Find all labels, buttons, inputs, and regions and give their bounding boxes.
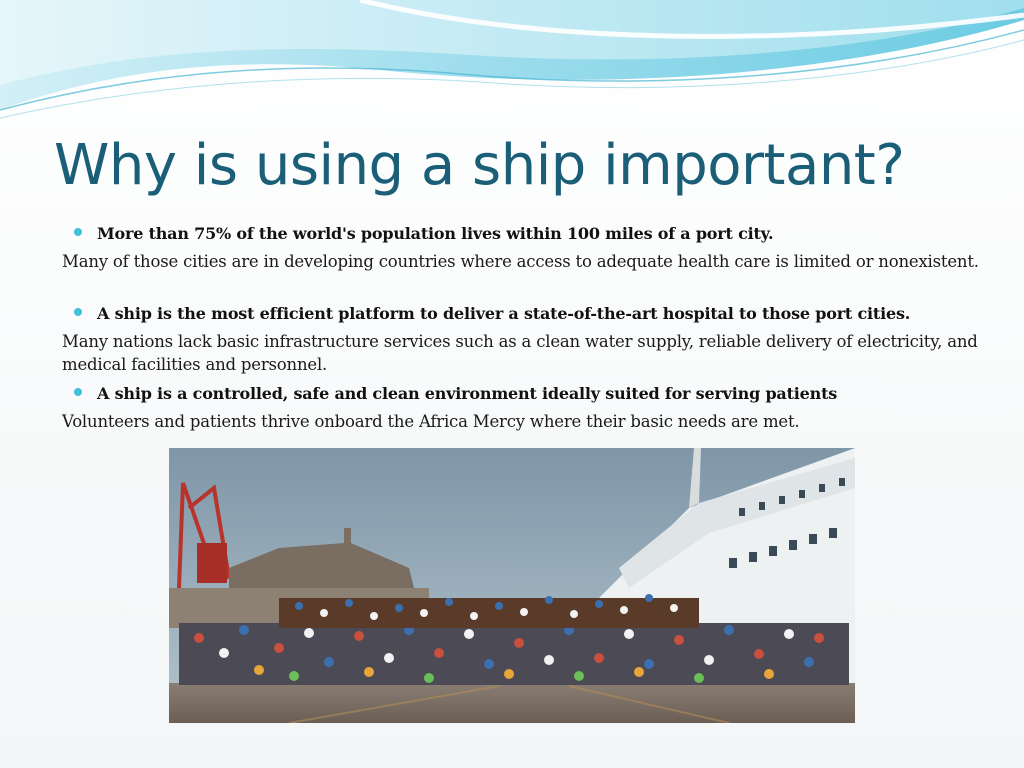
wave-header-decoration [0, 0, 1024, 130]
bullet-point-3 [62, 380, 982, 408]
slide-content [62, 220, 982, 433]
group-photo-image [169, 448, 855, 723]
photo-illustration [169, 448, 855, 723]
detail-text: Many of those cities are in developing countries where access to adequate health care is limited or nonexistent. [62, 252, 979, 271]
bullet-text: More than 75% of the world's population lives within 100 miles of a port city. [97, 224, 774, 243]
detail-text: Volunteers and patients thrive onboard the Africa Mercy where their basic needs are met. [62, 412, 800, 431]
slide-title: Why is using a ship important? [54, 133, 905, 198]
bullet-dot-icon [74, 388, 82, 396]
bullet-dot-icon [74, 228, 82, 236]
bullet-point-1 [62, 220, 982, 248]
bullet-text: A ship is a controlled, safe and clean environment ideally suited for serving patients [97, 384, 838, 403]
bullet-dot-icon [74, 308, 82, 316]
bullet-text: A ship is the most efficient platform to deliver a state-of-the-art hospital to those port cities. [97, 304, 911, 323]
detail-text: Many nations lack basic infrastructure services such as a clean water supply, reliable delivery of electricity, and medical facilities and personnel. [62, 332, 978, 374]
bullet-point-2 [62, 300, 982, 328]
